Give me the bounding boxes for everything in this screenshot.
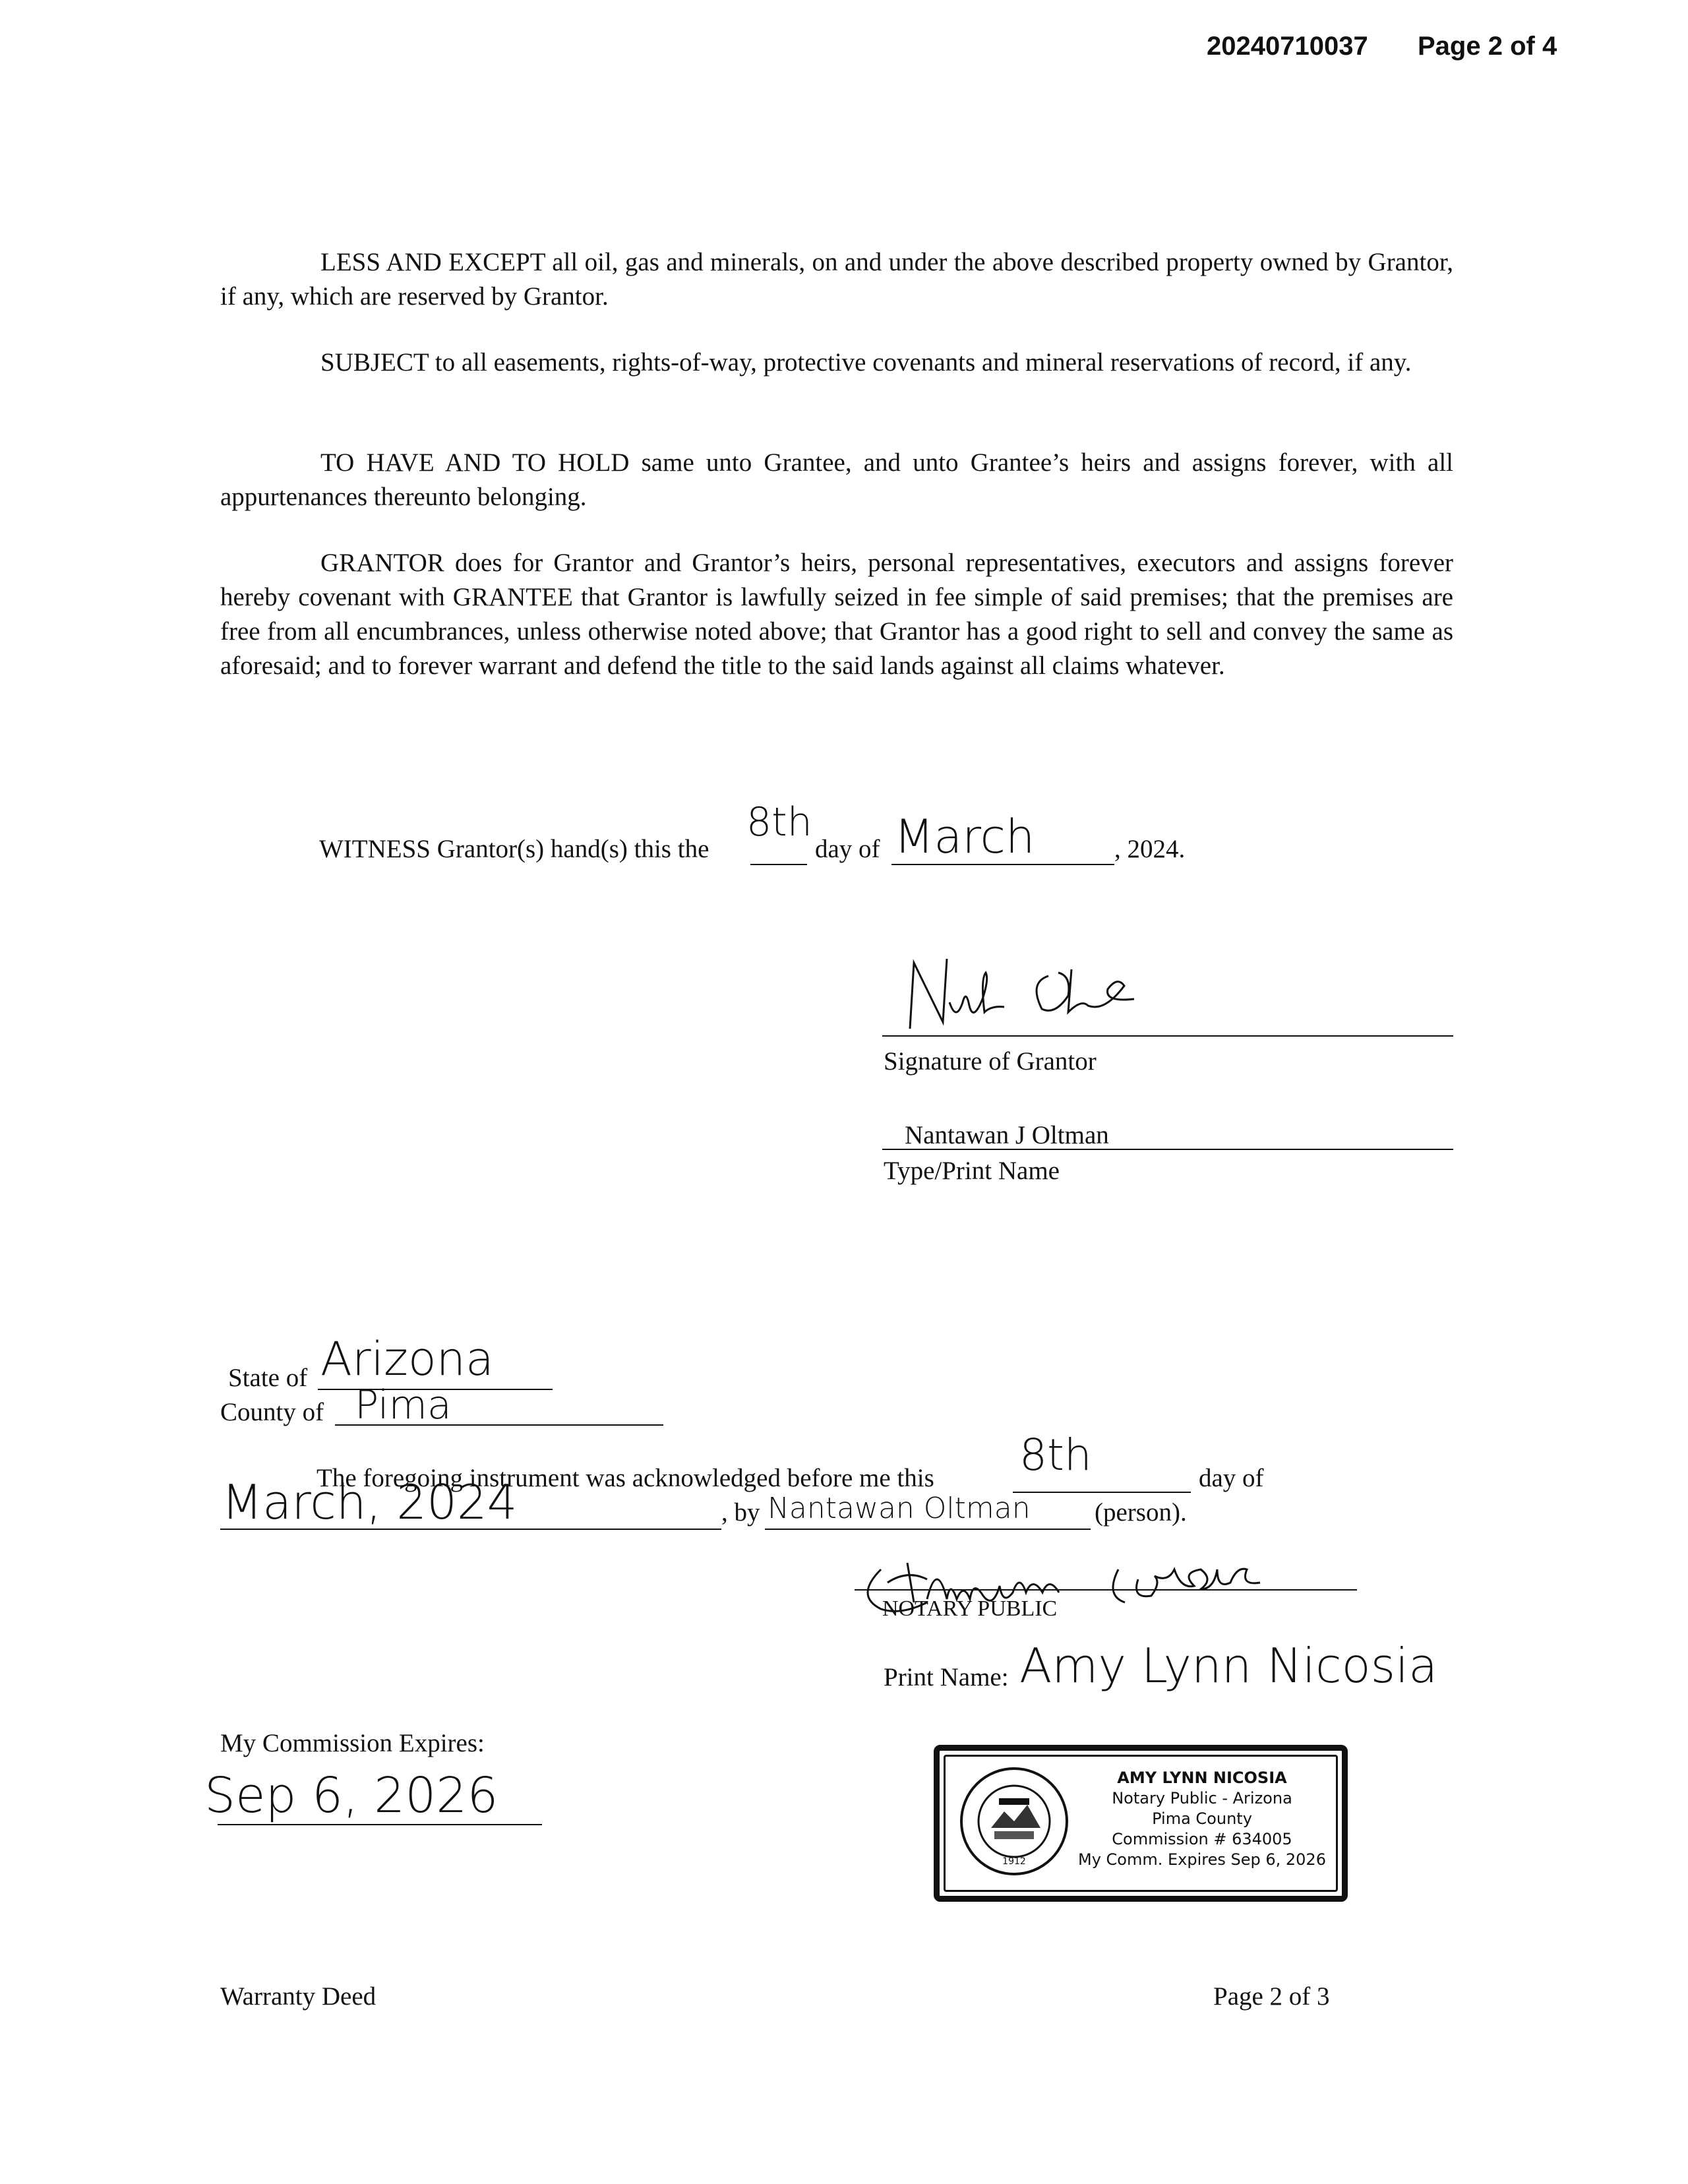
county-label: County of bbox=[220, 1398, 324, 1426]
page-indicator: Page 2 of 4 bbox=[1418, 32, 1557, 61]
witness-day-handwritten: 8th bbox=[746, 799, 812, 845]
arizona-seal-icon bbox=[958, 1765, 1070, 1877]
acknowledgment-day-handwritten: 8th bbox=[1019, 1430, 1092, 1480]
document-number: 20240710037 bbox=[1207, 32, 1368, 61]
stamp-text-block bbox=[1069, 1768, 1335, 1870]
notary-public-label: NOTARY PUBLIC bbox=[882, 1596, 1058, 1621]
county-handwritten: Pima bbox=[355, 1382, 452, 1428]
footer-document-type: Warranty Deed bbox=[220, 1982, 377, 2011]
acknowledgment-person-handwritten: Nantawan Oltman bbox=[768, 1492, 1031, 1525]
grantor-print-name-label: Type/Print Name bbox=[884, 1157, 1060, 1185]
acknowledgment-date-handwritten: March, 2024 bbox=[222, 1474, 518, 1530]
paragraph-subject-to: SUBJECT to all easements, rights-of-way, protective covenants and mineral reservations of record, if any. bbox=[320, 348, 1412, 377]
grantor-signature-label: Signature of Grantor bbox=[884, 1047, 1097, 1076]
stamp-commission-number: Commission # 634005 bbox=[1112, 1830, 1292, 1848]
commission-date-handwritten: Sep 6, 2026 bbox=[204, 1767, 498, 1824]
notary-stamp bbox=[934, 1745, 1348, 1902]
stamp-notary-name: AMY LYNN NICOSIA bbox=[1117, 1769, 1287, 1787]
acknowledgment-day-line bbox=[1013, 1492, 1191, 1493]
acknowledgment-day-of: day of bbox=[1199, 1464, 1264, 1492]
witness-day-line bbox=[750, 864, 807, 865]
witness-day-of: day of bbox=[815, 835, 880, 863]
stamp-county: Pima County bbox=[1152, 1809, 1252, 1828]
notary-print-name-label: Print Name: bbox=[884, 1663, 1009, 1691]
acknowledgment-person-line bbox=[765, 1529, 1091, 1530]
grantor-signature-line bbox=[882, 1035, 1453, 1037]
stamp-expiration: My Comm. Expires Sep 6, 2026 bbox=[1078, 1850, 1326, 1869]
notary-print-name-handwritten: Amy Lynn Nicosia bbox=[1019, 1638, 1438, 1693]
witness-month-handwritten: March bbox=[894, 810, 1035, 864]
grantor-name-line bbox=[882, 1149, 1453, 1150]
notary-signature-line bbox=[855, 1589, 1357, 1591]
county-line bbox=[335, 1424, 663, 1426]
stamp-title: Notary Public - Arizona bbox=[1112, 1789, 1292, 1807]
acknowledgment-sentence: The foregoing instrument was acknowledged before me this bbox=[316, 1464, 934, 1492]
paragraph-to-have-and-hold: TO HAVE AND TO HOLD same unto Grantee, and unto Grantee’s heirs and assigns forever, with all appurtenances thereunto belonging. bbox=[220, 448, 1453, 511]
grantor-printed-name: Nantawan J Oltman bbox=[905, 1121, 1109, 1149]
commission-date-line bbox=[218, 1824, 542, 1825]
grantor-signature bbox=[903, 950, 1154, 1035]
acknowledgment-date-line bbox=[220, 1529, 721, 1530]
state-handwritten: Arizona bbox=[320, 1332, 494, 1386]
witness-month-line bbox=[891, 864, 1114, 865]
witness-prefix: WITNESS Grantor(s) hand(s) this the bbox=[319, 835, 709, 863]
paragraph-less-and-except: LESS AND EXCEPT all oil, gas and minerals, on and under the above described property owned by Grantor, if any, which are reserved by Grantor. bbox=[220, 248, 1453, 311]
state-label: State of bbox=[228, 1364, 308, 1392]
acknowledgment-person-suffix: (person). bbox=[1095, 1498, 1187, 1527]
acknowledgment-by-label: , by bbox=[721, 1498, 760, 1527]
commission-label: My Commission Expires: bbox=[220, 1729, 485, 1757]
witness-year: , 2024. bbox=[1114, 835, 1186, 863]
svg-text:1912: 1912 bbox=[1002, 1856, 1026, 1867]
paragraph-grantor-covenant: GRANTOR does for Grantor and Grantor’s heirs, personal representatives, executors and assigns forever hereby covenant with GRANTEE that Grantor is lawfully seized in fee simple of said premises; that the premises are free from all encumbrances, unless otherwise noted above; that Grantor has a good right to sell and convey the same as aforesaid; and to forever warrant and defend the title to the said lands against all claims whatever. bbox=[220, 549, 1453, 680]
footer-page-number: Page 2 of 3 bbox=[1213, 1982, 1330, 2011]
